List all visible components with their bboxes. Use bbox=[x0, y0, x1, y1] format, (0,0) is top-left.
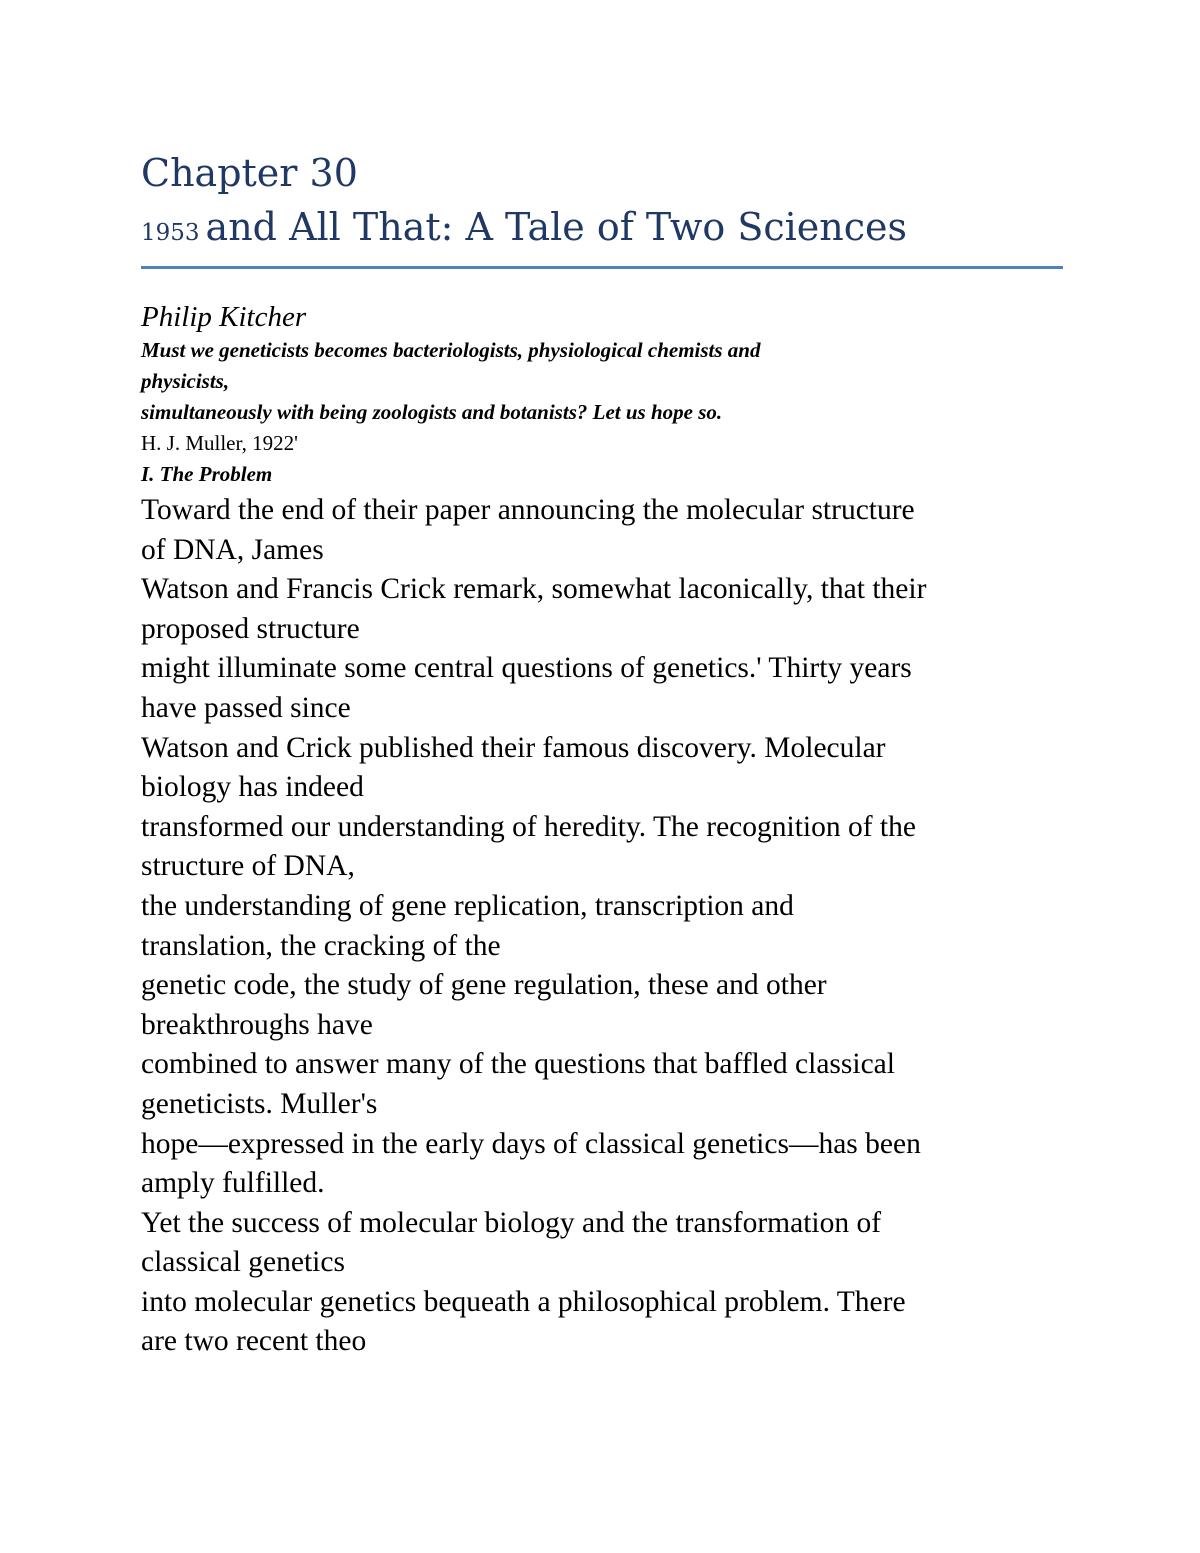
body-text bbox=[141, 491, 1063, 1362]
body-line: breakthroughs have bbox=[141, 1008, 373, 1041]
chapter-title-year: 1953 bbox=[141, 220, 200, 246]
body-line: into molecular genetics bequeath a philosophical problem. There bbox=[141, 1285, 906, 1318]
body-line: Yet the success of molecular biology and the transformation of bbox=[141, 1206, 882, 1239]
body-line: genetic code, the study of gene regulation, these and other bbox=[141, 969, 827, 1002]
body-line: classical genetics bbox=[141, 1246, 345, 1279]
body-line: the understanding of gene replication, transcription and bbox=[141, 889, 794, 922]
epigraph bbox=[141, 335, 1063, 428]
body-line: translation, the cracking of the bbox=[141, 929, 501, 962]
body-line: geneticists. Muller's bbox=[141, 1087, 378, 1120]
body-line: Watson and Francis Crick remark, somewhat laconically, that their bbox=[141, 573, 927, 606]
body-line: might illuminate some central questions of genetics.' Thirty years bbox=[141, 652, 912, 685]
epigraph-line: simultaneously with being zoologists and botanists? Let us hope so. bbox=[141, 400, 723, 424]
chapter-title-block bbox=[141, 146, 1063, 269]
body-line: Watson and Crick published their famous discovery. Molecular bbox=[141, 731, 886, 764]
body-line: Toward the end of their paper announcing the molecular structure bbox=[141, 494, 915, 526]
body-line: combined to answer many of the questions that baffled classical bbox=[141, 1048, 895, 1081]
epigraph-attribution: H. J. Muller, 1922' bbox=[141, 431, 298, 455]
epigraph-line: physicists, bbox=[141, 369, 230, 393]
body-line: have passed since bbox=[141, 691, 351, 724]
body-line: hope—expressed in the early days of classical genetics—has been bbox=[141, 1127, 921, 1160]
body-line: are two recent theo bbox=[141, 1325, 367, 1358]
epigraph-line: Must we geneticists becomes bacteriologists, physiological chemists and bbox=[141, 338, 761, 362]
body-line: structure of DNA, bbox=[141, 850, 355, 883]
body-line: amply fulfilled. bbox=[141, 1167, 325, 1200]
chapter-number: Chapter 30 bbox=[141, 151, 358, 195]
body-line: of DNA, James bbox=[141, 533, 324, 566]
chapter-title-text: and All That: A Tale of Two Sciences bbox=[205, 205, 908, 249]
section-heading: I. The Problem bbox=[141, 462, 273, 486]
chapter-title bbox=[141, 200, 1063, 260]
body-line: biology has indeed bbox=[141, 771, 364, 804]
body-line: transformed our understanding of heredity. The recognition of the bbox=[141, 810, 916, 843]
page-content bbox=[141, 146, 1063, 1362]
body-line: proposed structure bbox=[141, 612, 360, 645]
author-name: Philip Kitcher bbox=[141, 301, 307, 333]
